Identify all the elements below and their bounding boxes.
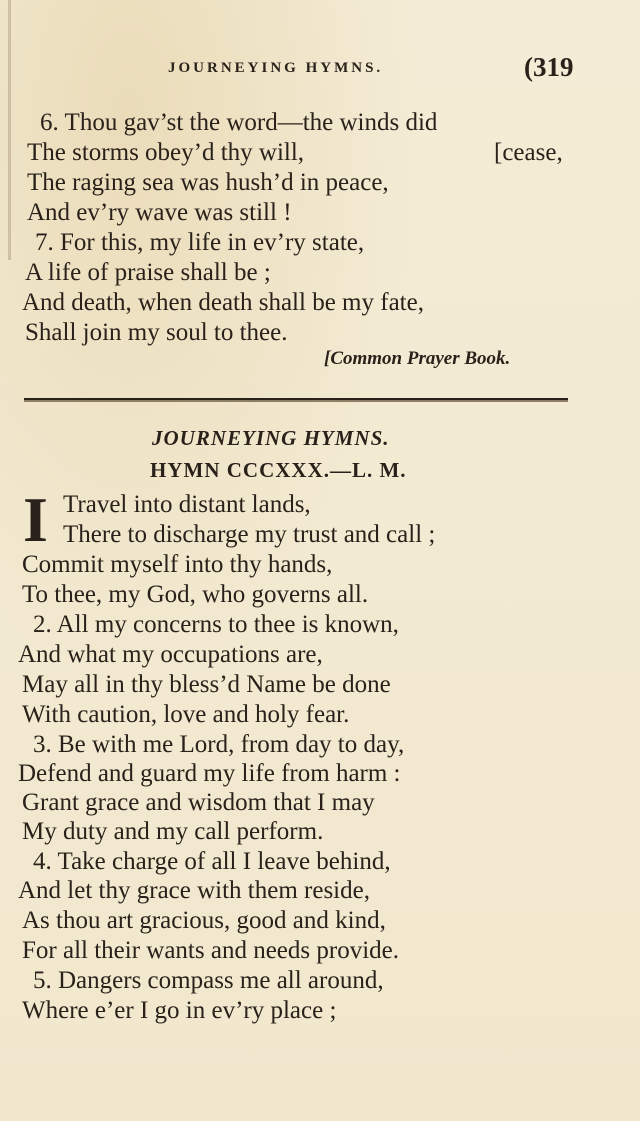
verse-line-turnover: [cease,: [494, 139, 563, 166]
verse-line: And let thy grace with them reside,: [18, 877, 370, 904]
verse-line: And death, when death shall be my fate,: [22, 289, 424, 316]
verse-line: 5. Dangers compass me all around,: [33, 967, 384, 994]
verse-line: 6. Thou gav’st the word—the winds did: [40, 109, 438, 136]
drop-cap: I: [23, 484, 48, 555]
verse-line: Defend and guard my life from harm :: [18, 760, 401, 787]
verse-line: The storms obey’d thy will,: [27, 139, 305, 166]
verse-line: 4. Take charge of all I leave behind,: [33, 848, 391, 875]
page-gutter-shadow: [8, 0, 11, 260]
verse-line: As thou art gracious, good and kind,: [22, 907, 386, 934]
running-head-title: JOURNEYING HYMNS.: [168, 60, 384, 76]
verse-line: Grant grace and wisdom that I may: [22, 789, 375, 816]
verse-line: Travel into distant lands,: [63, 491, 311, 518]
verse-line: For all their wants and needs provide.: [22, 937, 399, 964]
page-number: (319: [524, 52, 574, 82]
verse-line: With caution, love and holy fear.: [22, 701, 350, 728]
verse-line: Commit myself into thy hands,: [22, 551, 333, 578]
verse-line: 7. For this, my life in ev’ry state,: [35, 229, 365, 256]
attribution: [Common Prayer Book.: [324, 348, 511, 369]
section-divider: [24, 398, 568, 400]
section-title: JOURNEYING HYMNS.: [152, 426, 390, 450]
verse-line: The raging sea was hush’d in peace,: [27, 169, 389, 196]
verse-line: A life of praise shall be ;: [25, 259, 271, 286]
verse-line: There to discharge my trust and call ;: [63, 521, 436, 548]
verse-line: Shall join my soul to thee.: [25, 319, 288, 346]
verse-line: And ev’ry wave was still !: [27, 199, 292, 226]
verse-line: And what my occupations are,: [18, 641, 323, 668]
running-head: [0, 52, 640, 84]
verse-line: Where e’er I go in ev’ry place ;: [22, 997, 337, 1024]
verse-line: 2. All my concerns to thee is known,: [33, 611, 399, 638]
verse-line: May all in thy bless’d Name be done: [22, 671, 391, 698]
verse-line: 3. Be with me Lord, from day to day,: [33, 731, 405, 758]
verse-line: To thee, my God, who governs all.: [22, 581, 369, 608]
verse-line: My duty and my call perform.: [22, 818, 324, 845]
hymn-heading: HYMN CCCXXX.—L. M.: [150, 458, 407, 482]
